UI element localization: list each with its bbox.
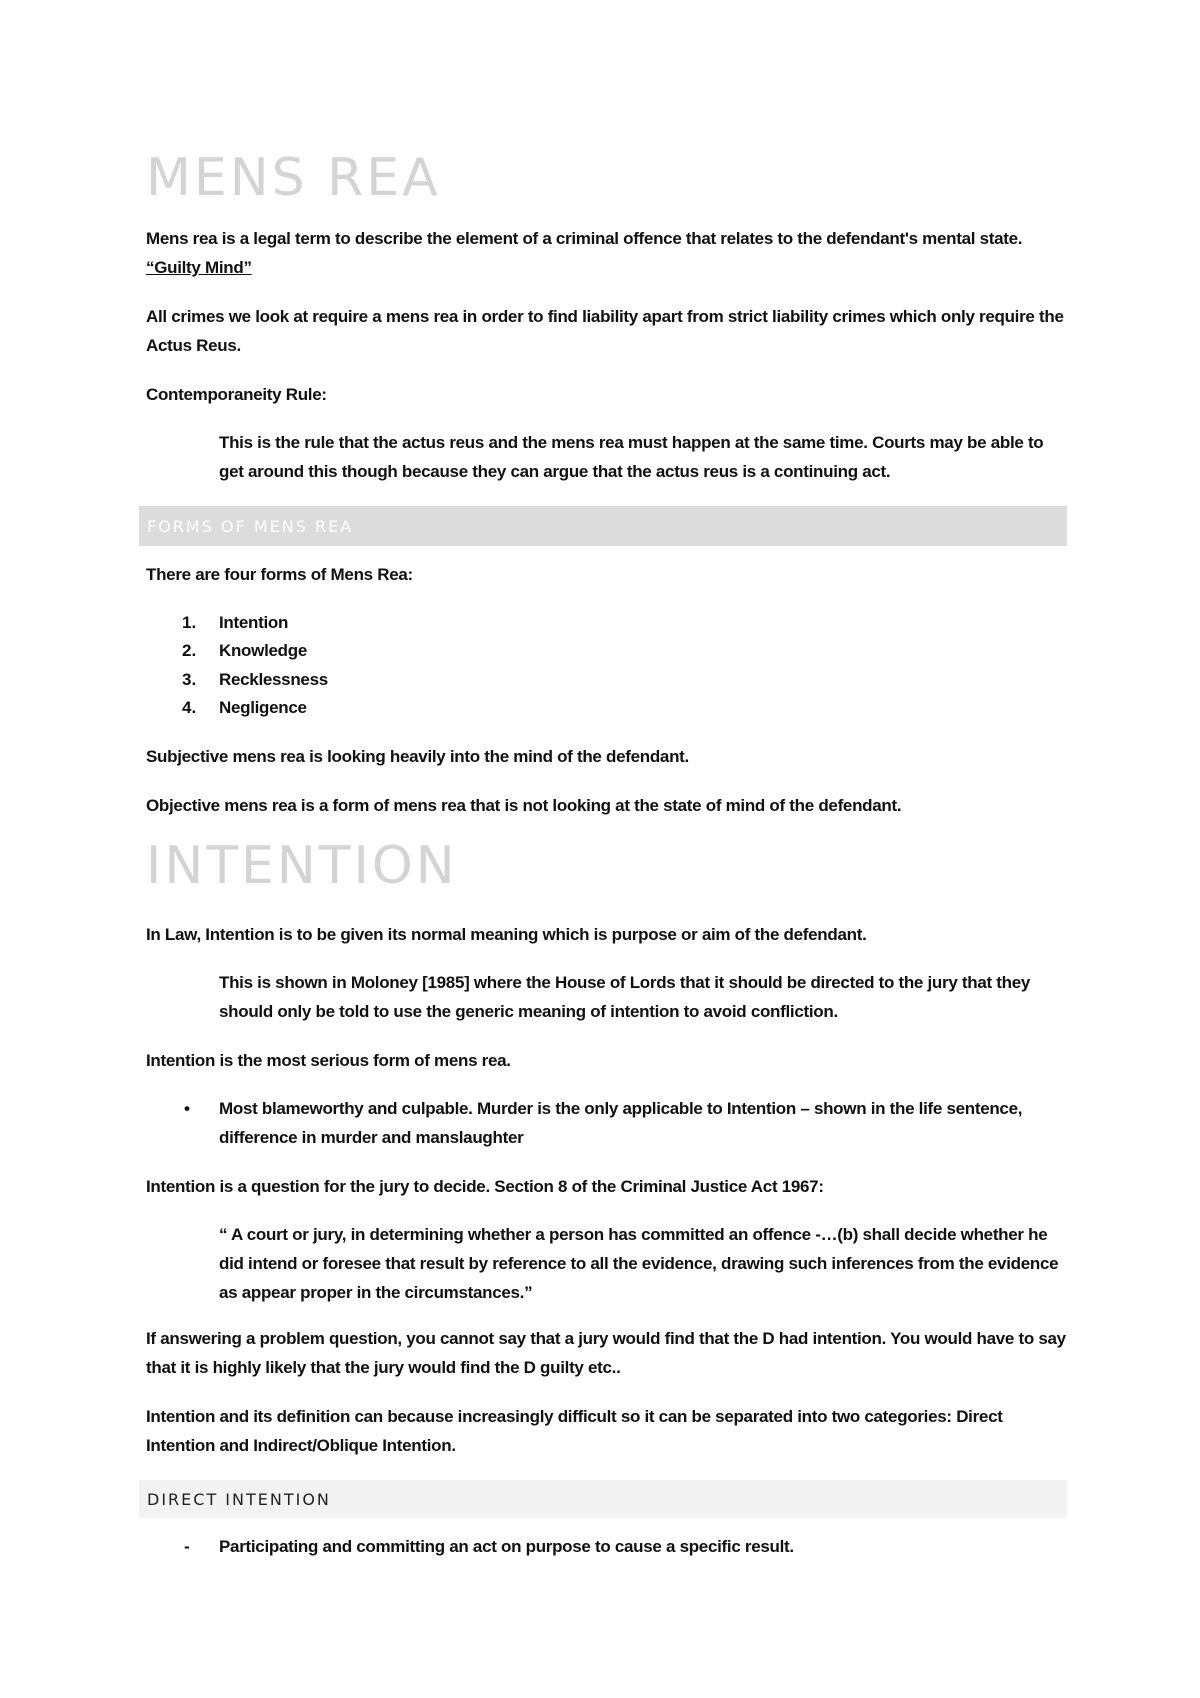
list-item: Participating and committing an act on purpose to cause a specific result. [219, 1537, 794, 1556]
most-serious-paragraph: Intention is the most serious form of mens rea. [146, 1051, 511, 1070]
intro-text: Mens rea is a legal term to describe the element of a criminal offence that relates to the defendant's mental state. [146, 229, 1023, 248]
dash-marker: - [184, 1537, 190, 1556]
subjective-paragraph: Subjective mens rea is looking heavily into the mind of the defendant. [146, 747, 689, 766]
list-number: 1. [182, 613, 197, 632]
direct-heading: DIRECT INTENTION [147, 1490, 331, 1509]
direct-heading-band [139, 1480, 1067, 1518]
jury-question-paragraph: Intention is a question for the jury to decide. Section 8 of the Criminal Justice Act 1967: [146, 1177, 824, 1196]
crimes-paragraph: All crimes we look at require a mens rea in order to find liability apart from strict liability crimes which only require the Actus Reus. [146, 307, 1064, 355]
bullet-marker: • [184, 1099, 190, 1118]
forms-heading: FORMS OF MENS REA [147, 517, 354, 536]
list-item: Negligence [219, 698, 307, 717]
guilty-mind-text: “Guilty Mind” [146, 258, 252, 277]
contemporaneity-text: This is the rule that the actus reus and the mens rea must happen at the same time. Courts may be able to get around this though because they can argue that the actus reus is a continuing act. [219, 433, 1044, 481]
forms-intro: There are four forms of Mens Rea: [146, 565, 413, 584]
problem-question-paragraph: If answering a problem question, you cannot say that a jury would find that the D had intention. You would have to say that it is highly likely that the jury would find the D guilty etc.. [146, 1329, 1066, 1377]
list-number: 2. [182, 641, 197, 660]
objective-paragraph: Objective mens rea is a form of mens rea that is not looking at the state of mind of the defendant. [146, 796, 902, 815]
list-number: 3. [182, 670, 197, 689]
list-item: Most blameworthy and culpable. Murder is the only applicable to Intention – shown in the life sentence, difference in murder and manslaughter [219, 1099, 1023, 1147]
intention-law-paragraph: In Law, Intention is to be given its normal meaning which is purpose or aim of the defendant. [146, 925, 867, 944]
section-8-quote: “ A court or jury, in determining whether a person has committed an offence -…(b) shall decide whether he did intend or foresee that result by reference to all the evidence, drawing such inferences from the evidence as appear proper in the circumstances.” [219, 1225, 1059, 1302]
list-item: Intention [219, 613, 289, 632]
list-number: 4. [182, 698, 197, 717]
contemporaneity-label: Contemporaneity Rule: [146, 385, 327, 404]
forms-heading-band [139, 506, 1067, 546]
intention-title: INTENTION [146, 836, 458, 896]
categories-paragraph: Intention and its definition can because increasingly difficult so it can be separated into two categories: Direct Intention and Indirect/Oblique Intention. [146, 1407, 1003, 1455]
intro-paragraph [146, 224, 1066, 282]
page-title: MENS REA [146, 148, 441, 208]
list-item: Recklessness [219, 670, 328, 689]
moloney-paragraph: This is shown in Moloney [1985] where the House of Lords that it should be directed to the jury that they should only be told to use the generic meaning of intention to avoid confliction. [219, 973, 1031, 1021]
list-item: Knowledge [219, 641, 307, 660]
